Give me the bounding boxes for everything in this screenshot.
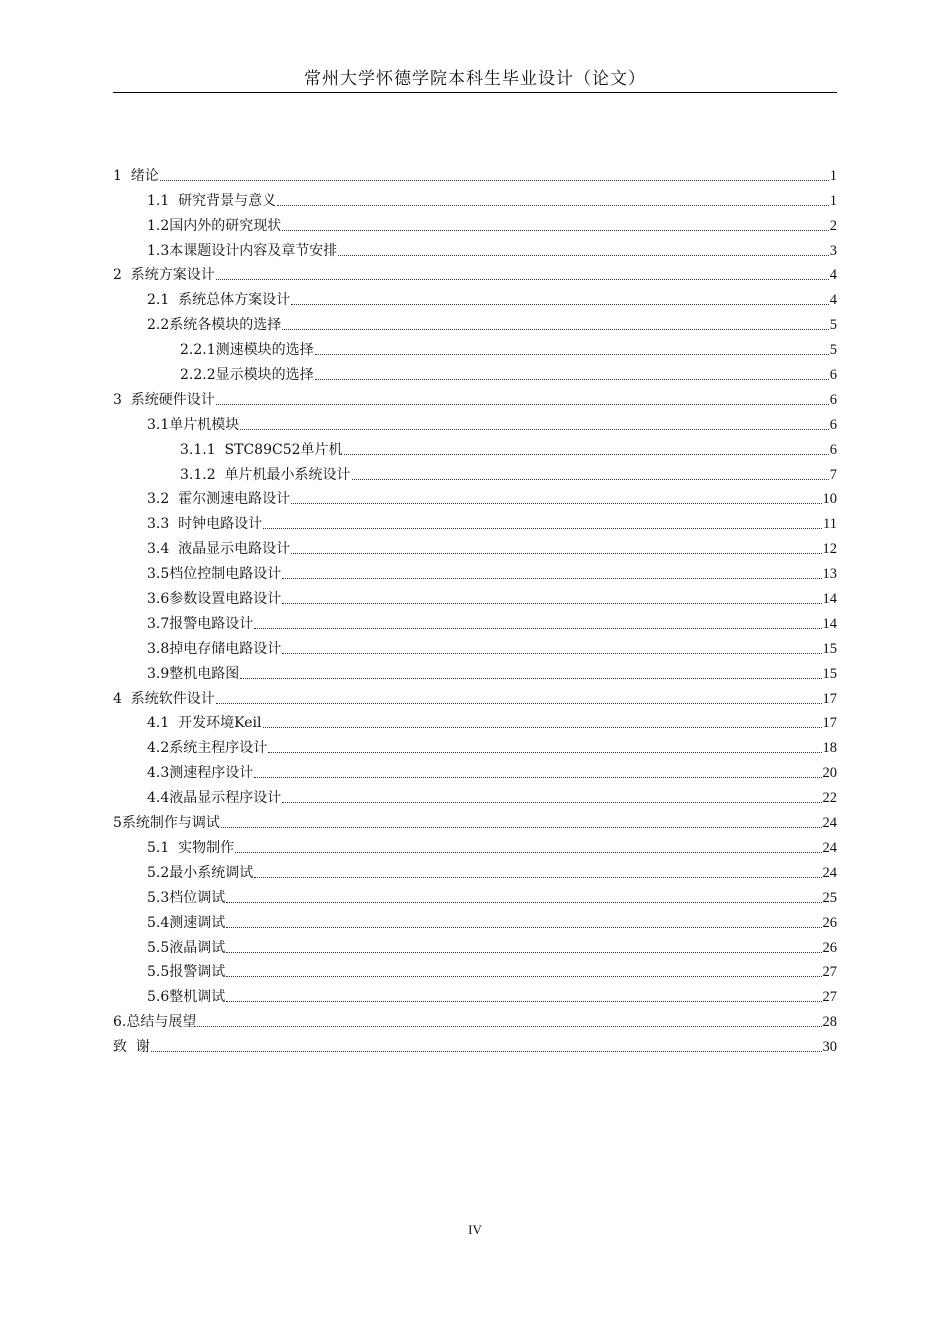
toc-dot-leader [277, 205, 829, 206]
toc-entry-title: 3.5档位控制电路设计 [147, 566, 282, 583]
header-rule [113, 92, 837, 93]
toc-entry[interactable] [113, 932, 837, 957]
toc-dot-leader [216, 703, 822, 704]
toc-entry-title: 2 系统方案设计 [113, 267, 215, 284]
toc-entry-page: 18 [822, 740, 837, 757]
toc-entry-page: 5 [829, 342, 837, 359]
toc-entry-title: 3.4 液晶显示电路设计 [147, 541, 291, 558]
toc-entry-page: 1 [829, 192, 837, 209]
toc-entry-page: 3 [829, 242, 837, 259]
toc-dot-leader [226, 976, 821, 977]
toc-entry[interactable] [113, 981, 837, 1006]
toc-entry-title: 5.5液晶调试 [147, 939, 226, 956]
toc-entry[interactable] [113, 284, 837, 309]
toc-entry[interactable] [113, 309, 837, 334]
toc-entry-page: 2 [829, 217, 837, 234]
toc-dot-leader [226, 1001, 821, 1002]
toc-entry-title: 5.4测速调试 [147, 914, 226, 931]
toc-dot-leader [344, 454, 829, 455]
toc-dot-leader [282, 653, 821, 654]
toc-entry-title: 1.1 研究背景与意义 [147, 192, 277, 209]
toc-dot-leader [338, 255, 828, 256]
toc-entry-page: 25 [822, 889, 837, 906]
toc-dot-leader [235, 852, 821, 853]
toc-entry-title: 3.8掉电存储电路设计 [147, 640, 282, 657]
toc-entry[interactable] [113, 359, 837, 384]
toc-entry[interactable] [113, 807, 837, 832]
toc-entry[interactable] [113, 409, 837, 434]
toc-entry[interactable] [113, 757, 837, 782]
toc-entry-page: 28 [822, 1014, 837, 1031]
toc-dot-leader [282, 802, 821, 803]
page-number: IV [468, 1222, 482, 1237]
toc-entry-page: 6 [829, 367, 837, 384]
toc-dot-leader [151, 1051, 822, 1052]
toc-entry-title: 2.2系统各模块的选择 [147, 317, 282, 334]
toc-dot-leader [282, 329, 828, 330]
toc-entry[interactable] [113, 1006, 837, 1031]
toc-dot-leader [160, 180, 829, 181]
toc-entry-page: 26 [822, 914, 837, 931]
toc-entry[interactable] [113, 658, 837, 683]
toc-dot-leader [216, 404, 829, 405]
toc-entry-page: 24 [822, 815, 837, 832]
toc-entry-title: 3.9整机电路图 [147, 665, 240, 682]
toc-entry-page: 14 [822, 615, 837, 632]
toc-dot-leader [282, 230, 828, 231]
toc-dot-leader [254, 628, 821, 629]
page-header-title: 常州大学怀德学院本科生毕业设计（论文） [304, 69, 646, 89]
toc-entry[interactable] [113, 732, 837, 757]
toc-dot-leader [263, 727, 822, 728]
toc-entry-page: 6 [829, 416, 837, 433]
toc-entry-title: 3.3 时钟电路设计 [147, 516, 263, 533]
toc-entry-title: 3.7报警电路设计 [147, 615, 254, 632]
toc-entry-page: 5 [829, 317, 837, 334]
toc-entry[interactable] [113, 633, 837, 658]
toc-entry[interactable] [113, 235, 837, 260]
toc-entry-title: 2.1 系统总体方案设计 [147, 292, 291, 309]
toc-entry[interactable] [113, 857, 837, 882]
toc-dot-leader [226, 927, 821, 928]
toc-entry-title: 1 绪论 [113, 167, 159, 184]
toc-entry-title: 4.3测速程序设计 [147, 765, 254, 782]
toc-entry-title: 3 系统硬件设计 [113, 391, 215, 408]
toc-entry-page: 1 [829, 167, 837, 184]
toc-entry-title: 4.1 开发环境Keil [147, 715, 262, 732]
toc-dot-leader [216, 279, 829, 280]
toc-entry[interactable] [113, 1031, 837, 1056]
toc-entry-page: 4 [829, 292, 837, 309]
toc-dot-leader [263, 528, 822, 529]
toc-entry[interactable] [113, 957, 837, 982]
toc-dot-leader [226, 952, 821, 953]
toc-entry-page: 26 [822, 939, 837, 956]
toc-entry-page: 15 [822, 640, 837, 657]
toc-entry-title: 1.3本课题设计内容及章节安排 [147, 242, 338, 259]
toc-dot-leader [221, 827, 822, 828]
table-of-contents [113, 160, 837, 1056]
toc-entry-title: 2.2.2显示模块的选择 [180, 367, 314, 384]
toc-entry-page: 10 [822, 491, 837, 508]
toc-entry-page: 24 [822, 864, 837, 881]
toc-entry-page: 17 [822, 715, 837, 732]
toc-entry-page: 15 [822, 665, 837, 682]
toc-entry-title: 4.4液晶显示程序设计 [147, 790, 282, 807]
toc-entry-title: 3.1.2 单片机最小系统设计 [180, 466, 351, 483]
toc-entry-page: 30 [822, 1039, 837, 1056]
toc-entry-page: 27 [822, 989, 837, 1006]
toc-entry-title: 3.2 霍尔测速电路设计 [147, 491, 291, 508]
toc-entry[interactable] [113, 384, 837, 409]
toc-entry-title: 5.1 实物制作 [147, 839, 235, 856]
toc-entry[interactable] [113, 533, 837, 558]
toc-dot-leader [197, 1026, 821, 1027]
toc-dot-leader [254, 777, 821, 778]
toc-dot-leader [291, 304, 829, 305]
toc-entry-page: 6 [829, 391, 837, 408]
toc-entry-title: 1.2国内外的研究现状 [147, 217, 282, 234]
toc-entry-page: 12 [822, 541, 837, 558]
toc-dot-leader [226, 902, 821, 903]
toc-entry[interactable] [113, 334, 837, 359]
toc-entry-title: 4 系统软件设计 [113, 690, 215, 707]
toc-entry[interactable] [113, 708, 837, 733]
toc-entry[interactable] [113, 583, 837, 608]
toc-dot-leader [315, 379, 829, 380]
toc-entry-page: 13 [822, 566, 837, 583]
toc-entry[interactable] [113, 484, 837, 509]
toc-dot-leader [315, 354, 829, 355]
toc-entry[interactable] [113, 683, 837, 708]
toc-entry-title: 致 谢 [113, 1039, 150, 1056]
toc-entry[interactable] [113, 608, 837, 633]
toc-entry-page: 22 [822, 790, 837, 807]
toc-entry-page: 17 [822, 690, 837, 707]
toc-entry[interactable] [113, 782, 837, 807]
toc-entry-page: 20 [822, 765, 837, 782]
toc-dot-leader [240, 429, 828, 430]
toc-entry[interactable] [113, 210, 837, 235]
toc-entry-title: 5.3档位调试 [147, 889, 226, 906]
toc-entry-page: 24 [822, 839, 837, 856]
toc-entry-title: 6.总结与展望 [113, 1014, 197, 1031]
toc-entry-title: 5系统制作与调试 [113, 815, 220, 832]
toc-entry[interactable] [113, 434, 837, 459]
toc-entry[interactable] [113, 832, 837, 857]
toc-entry-title: 2.2.1测速模块的选择 [180, 342, 314, 359]
toc-dot-leader [282, 603, 821, 604]
toc-entry-title: 4.2系统主程序设计 [147, 740, 268, 757]
toc-dot-leader [254, 877, 821, 878]
toc-entry-title: 5.6整机调试 [147, 989, 226, 1006]
toc-dot-leader [291, 503, 821, 504]
toc-entry[interactable] [113, 260, 837, 285]
toc-entry-page: 14 [822, 591, 837, 608]
toc-entry-page: 4 [829, 267, 837, 284]
toc-entry[interactable] [113, 907, 837, 932]
toc-entry-page: 27 [822, 964, 837, 981]
toc-entry-title: 3.1.1 STC89C52单片机 [180, 441, 343, 458]
toc-entry-page: 6 [829, 441, 837, 458]
toc-dot-leader [282, 578, 821, 579]
toc-entry[interactable] [113, 882, 837, 907]
toc-entry-title: 5.5报警调试 [147, 964, 226, 981]
toc-entry-title: 3.1单片机模块 [147, 416, 240, 433]
toc-dot-leader [240, 678, 821, 679]
toc-dot-leader [268, 752, 821, 753]
toc-dot-leader [352, 479, 829, 480]
toc-entry-page: 7 [829, 466, 837, 483]
toc-entry[interactable] [113, 508, 837, 533]
toc-entry[interactable] [113, 160, 837, 185]
toc-entry[interactable] [113, 459, 837, 484]
toc-entry[interactable] [113, 185, 837, 210]
toc-entry-title: 3.6参数设置电路设计 [147, 591, 282, 608]
toc-entry-title: 5.2最小系统调试 [147, 864, 254, 881]
toc-entry[interactable] [113, 558, 837, 583]
toc-entry-page: 11 [823, 516, 837, 533]
toc-dot-leader [291, 553, 821, 554]
